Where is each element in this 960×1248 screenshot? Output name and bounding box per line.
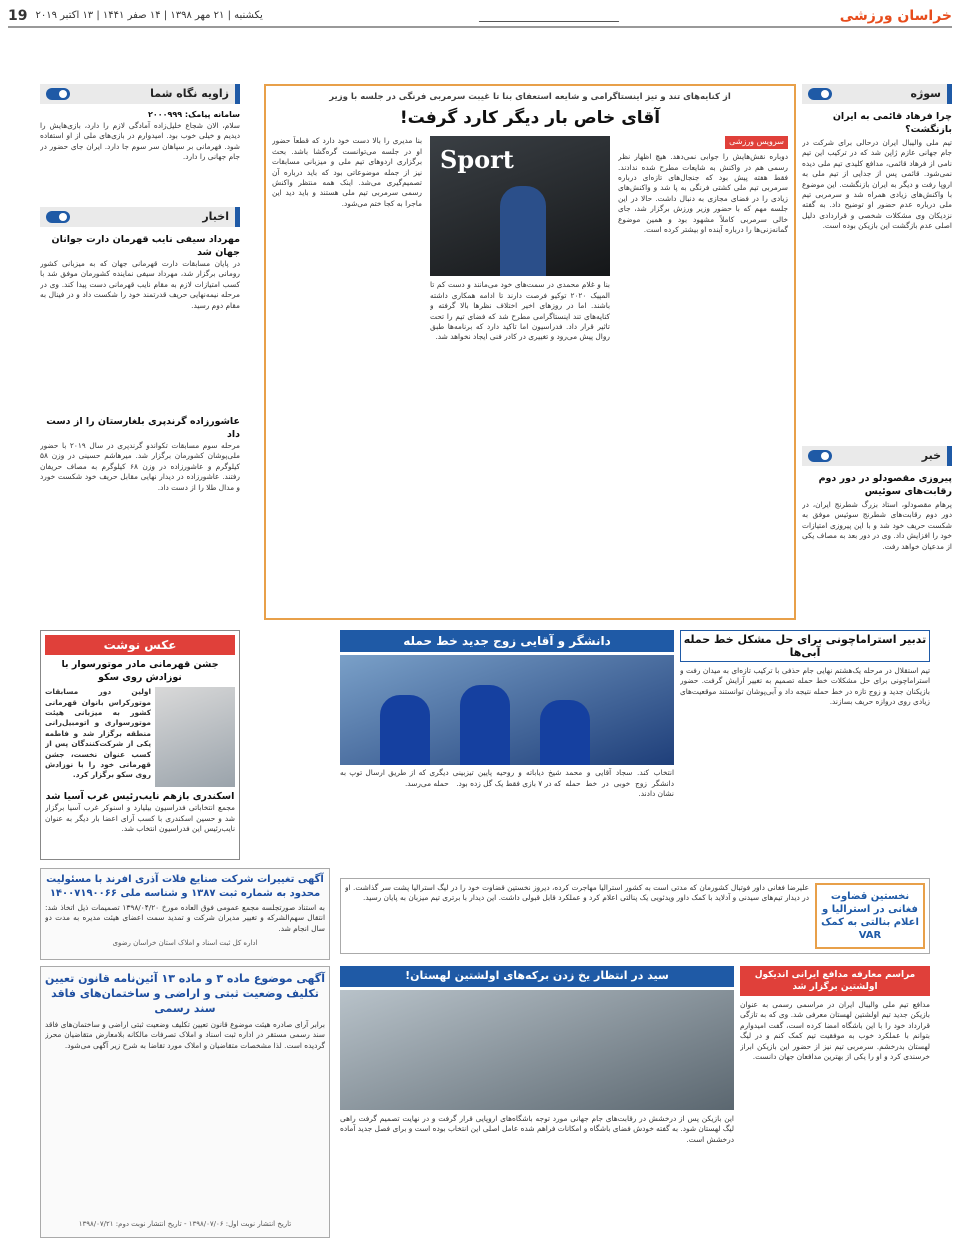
photo-news-sub-headline: اسکندری بازهم نایب‌رئیس غرب آسیا شد [45, 791, 235, 803]
news2-headline: عاشورزاده گرندپری بلغارستان را از دست داد [46, 416, 240, 440]
ad1-body: به استناد صورتجلسه مجمع عمومی فوق العاده مورخ ۱۳۹۸/۰۴/۲۰ تصمیمات ذیل اتخاذ شد: انتقال سهم‌الشرکه و تغییر مدیران شرکت و تمدید سمت اعضای هیئت مدیره به مدت دو سال انجام شد. [45, 903, 325, 933]
section-icon [46, 88, 70, 100]
right-column [802, 84, 952, 629]
photo-sport-text: Sport [440, 145, 514, 175]
lead-kicker: از کنایه‌های تند و تیز اینستاگرامی و شایعه استعفای بنا تا غیبت سرمربی فرنگی در جلسه با وزیر [329, 92, 731, 102]
lead-photo [430, 136, 610, 276]
ad1-footer: اداره کل ثبت اسناد و املاک استان خراسان رضوی [112, 939, 258, 947]
main-story-caption-3: دیگری که از طریق ارسال توپ به حمله می‌رسد. [339, 768, 449, 788]
issue-date: یکشنبه | ۲۱ مهر ۱۳۹۸ | ۱۴ صفر ۱۴۴۱ | ۱۳ اکتبر ۲۰۱۹ [35, 10, 263, 22]
khabar-body: پرهام مقصودلو، استاد بزرگ شطرنج ایران، در دور دوم رقابت‌های شطرنج سوئیس موفق به شکست حریف خود شد و با این پیروزی امتیازات خود را افزایش داد. وی در دور بعد به مصاف یکی از مدعیان خواهد رفت. [802, 500, 952, 551]
news1-headline: مهرداد سیفی نایب قهرمان دارت جوانان جهان شد [51, 234, 240, 258]
player-figure [540, 700, 590, 765]
photo-news-sub-body: مجمع انتخاباتی فدراسیون بیلیارد و اسنوکر غرب آسیا برگزار شد و حسین اسکندری با کسب آرای اعضا بار دیگر به عنوان نایب‌رئیس این فدراسیون انتخاب شد. [45, 803, 235, 833]
ad1-title: آگهی تغییرات شرکت صنایع فلات آذری افرند با مسئولیت محدود به شماره ثبت ۱۳۸۷ و شناسه ملی ۱۴۰۰۷۱۹۰۰۶۶ [46, 874, 324, 899]
news1-body: در پایان مسابقات دارت قهرمانی جهان که به میزبانی کشور رومانی برگزار شد، مهرداد سیفی نماینده کشورمان موفق شد با کسب امتیازات لازم به مقام نایب قهرمانی دست پیدا کند. وی در مرحله نیمه‌نهایی حریف قدرتمند خود را شکست داد و در فینال به مقام دوم رسید. [40, 259, 240, 310]
bottom-body: مدافع تیم ملی والیبال ایران در مراسمی رسمی به عنوان بازیکن جدید تیم اولشتین لهستان معرفی شد. وی که به تازگی قرارداد خود را با این باشگاه امضا کرده است، گفت امیدوارم بتوانم با عملکرد خوب به موفقیت تیم کمک کنم و در لیگ لهستان بدرخشم. سرمربی تیم نیز از حضور این بازیکن ابراز خرسندی کرد و او را یکی از بهترین مدافعان جهان دانست. [740, 1000, 930, 1062]
zavieh-body: سلام، الان شجاع خلیل‌زاده آمادگی لازم را دارد، بازی‌هایش را دیدیم و خیلی خوب بود. امیدوارم در بازی‌های ملی از او استفاده شود. فهرمانی بر سپاهان سر سوم جا دارد. ایران جای حضور در جام جهانی را دارد. [40, 121, 240, 162]
newspaper-logo: خراسان ورزشی [839, 7, 952, 24]
lead-body-1: دوباره نقش‌هایش را جوابی نمی‌دهد. هیچ اظهار نظر رسمی هم در واکنش به شایعات مطرح شده ندادند. فقط هفته پیش بود که جنجال‌های تازه‌ای درباره سرمربی تیم ملی کشتی فرنگی به پا شد و واکنش‌های زیادی را در فضای مجازی به دنبال داشت. حالا در این جلسه مهم که با حضور وزیر ورزش برگزار شد، جای خالی سرمربی کاملاً مشهود بود و همین موضوع گمانه‌زنی‌ها را درباره آینده او بیشتر کرده است. [618, 152, 788, 235]
akhbar-section-header [40, 207, 240, 227]
lead-body-2: بنا و غلام محمدی در سمت‌های خود می‌مانند و دست کم تا المپیک ۲۰۲۰ توکیو فرصت دارند تا ادامه همکاری داشته باشند. اما در روزهای اخیر اختلاف نظرها بالا گرفته و کنایه‌های تند اینستاگرامی مطرح شد که فضای تیم را تحت تاثیر قرار داد. فدراسیون اما تاکید دارد که برنامه‌ها طبق روال پیش می‌رود و تغییری در کادر فنی ایجاد نخواهد شد. [430, 280, 610, 342]
faghani-body: علیرضا فغانی داور فوتبال کشورمان که مدتی است به کشور استرالیا مهاجرت کرده، دیروز نخستین قضاوت خود را در لیگ استرالیا پشت سر گذاشت. او در دیدار تیم‌های سیدنی و آدلاید با کمک داور ویدئویی یک پنالتی اعلام کرد و عملکرد قابل قبولی داشت. این دیدار با برتری تیم میزبان به پایان رسید. [345, 883, 809, 903]
photo-news-box [40, 630, 240, 860]
zavieh-title: زاویه نگاه شما [150, 86, 229, 100]
photo-news-headline: جشن قهرمانی مادر موتورسوار با نوزادش روی سکو [61, 659, 219, 684]
masthead-signature-icon [479, 10, 623, 22]
main-story-caption-1: انتخاب کند. سجاد آقایی و محمد دانشگر زوج خوبی در خط حمله نشان دادند. [565, 768, 674, 798]
ad-box-2 [40, 966, 330, 1238]
section-icon [808, 88, 832, 100]
bottom-banner: سید در انتظار یخ زدن برکه‌های اولشتین لهستان! [340, 966, 734, 987]
lead-story-box [264, 84, 796, 620]
photo-news-banner: عکس نوشت [45, 635, 235, 655]
souzeh-body: تیم ملی والیبال ایران درحالی برای شرکت در جام جهانی عازم ژاپن شد که در ترکیب این تیم نامی از فرهاد قائمی، مدافع کلیدی تیم ملی دیده نمی‌شود. قائمی پس از جدایی از تیم ملی به اروپا رفت و دیگر به ایران بازنگشت. این موضوع با واکنش‌های زیادی همراه شد و سرمربی تیم ملی درباره عدم حضور او توضیح داد. به گفته نزدیکان وی مشکلات شخصی و قراردادی دلیل اصلی عدم بازگشت این بازیکن بوده است. [802, 138, 952, 231]
main-story-banner: دانشگر و آقایی زوج جدید خط حمله [340, 630, 674, 652]
faghani-strip [340, 878, 930, 954]
player-figure [380, 695, 430, 765]
lead-headline: آقای خاص بار دیگر کارد گرفت! [399, 108, 661, 129]
lead-body-3: بنا مدیری را بالا دست خود دارد که قطعاً حضور او در جلسه می‌توانست گره‌گشا باشد. بحث برگزاری اردوهای تیم ملی و میزبانی مسابقات نیز از جمله موضوعاتی بود که باید درباره آن تصمیم‌گیری می‌شد. اینک همه منتظر واکنش رسمی سرمربی تیم ملی هستند و باید دید این ماجرا به کجا ختم می‌شود. [272, 136, 422, 208]
presentation-photo [340, 990, 734, 1110]
faghani-box-title: نخستین قضاوت فغانی در استرالیا و اعلام بنالتی به کمک VAR [815, 883, 925, 949]
akhbar-title: اخبار [202, 209, 229, 223]
section-icon [46, 211, 70, 223]
zavieh-section-header [40, 84, 240, 104]
athlete-figure [500, 186, 546, 276]
players-celebration-photo [340, 655, 674, 765]
news2-body: مرحله سوم مسابقات تکواندو گرندپری در سال ۲۰۱۹ با حضور ملی‌پوشان کشورمان برگزار شد. میرهاشم حسینی در وزن ۵۸ کیلوگرم و عاشورزاده در وزن ۶۸ کیلوگرم به مصاف حریفان رفتند. عاشورزاده در دیدار نهایی مقابل حریف خود شکست خورد و مدال طلا را از دست داد. [40, 441, 240, 492]
main-story-caption-2: شیخ دیاباته و روحیه پایین تیزبینی که در ۷ بازی فقط یک گل زده بود. [452, 768, 562, 788]
bottom-side-title: مراسم معارفه مدافع ایرانی اندیکول اولشتین برگزار شد [740, 966, 930, 996]
ad2-body: برابر آرای صادره هیئت موضوع قانون تعیین تکلیف وضعیت ثبتی اراضی و ساختمان‌های فاقد سند رسمی مستقر در اداره ثبت اسناد و املاک تصرفات مالکانه بلامعارض متقاضیان محرز گردیده است. لذا مشخصات متقاضیان و املاک مورد تقاضا به شرح زیر آگهی می‌شود. [45, 1020, 325, 1050]
photo-news-body: اولین دور مسابقات موتورکراس بانوان قهرمانی کشور به میزبانی هیئت موتورسواری و اتومبیل‌رانی منطقه برگزار شد و فاطمه یکی از شرکت‌کنندگان پس از کسب عنوان نخست، جشن قهرمانی خود را با نوزادش روی سکو برگزار کرد. [45, 687, 151, 780]
ad2-title: آگهی موضوع ماده ۳ و ماده ۱۳ آئین‌نامه قانون تعیین تکلیف وضعیت ثبتی و اراضی و ساختمان‌های فاقد سند رسمی [45, 972, 325, 1015]
main-story-body-right: تیم استقلال در مرحله یک‌هشتم نهایی جام حذفی با ترکیب تازه‌ای به میدان رفت و استراماچونی برای حل مشکلات خط حمله تصمیم به تغییر آرایش گرفت. حضور بازیکنان جدید و زوج تازه در خط حمله نتیجه داد و آبی‌پوشان توانستند موقعیت‌های زیادی روی دروازه حریف بسازند. [680, 666, 930, 707]
zavieh-sms-number: سامانه پیامک: ۲۰۰۰۹۹۹ [147, 110, 240, 119]
page-number: 19 [8, 7, 28, 24]
souzeh-title: سوژه [910, 86, 941, 100]
main-story [340, 630, 930, 870]
ad-box-1 [40, 868, 330, 960]
khabar-section-header [802, 446, 952, 466]
khabar-title: خبر [921, 448, 941, 462]
section-icon [808, 450, 832, 462]
main-story-headline: تدبیر استراماچونی برای حل مشکل خط حمله آبی‌ها [680, 630, 930, 662]
byline-badge: سرویس ورزشی [725, 136, 788, 149]
ad2-footer: تاریخ انتشار نوبت اول: ۱۳۹۸/۰۷/۰۶ - تاریخ انتشار نوبت دوم: ۱۳۹۸/۰۷/۲۱ [78, 1220, 292, 1228]
khabar-headline: پیروزی مقصودلو در دور دوم رقابت‌های سوئیس [818, 473, 952, 497]
bottom-story [340, 966, 930, 1238]
bottom-body-2: این بازیکن پس از درخشش در رقابت‌های جام جهانی مورد توجه باشگاه‌های اروپایی قرار گرفت و در نهایت تصمیم گرفت راهی لیگ لهستان شود. به گفته خودش فضای باشگاه و امکانات فراهم شده عامل اصلی این انتخاب بوده است و برای فصل جدید آماده درخشش است. [340, 1113, 734, 1144]
page-header [8, 6, 952, 28]
player-figure [460, 685, 510, 765]
souzeh-section-header [802, 84, 952, 104]
left-column [40, 84, 240, 624]
podium-photo [155, 687, 235, 787]
souzeh-headline: چرا فرهاد قائمی به ایران بازنگشت؟ [832, 111, 952, 135]
